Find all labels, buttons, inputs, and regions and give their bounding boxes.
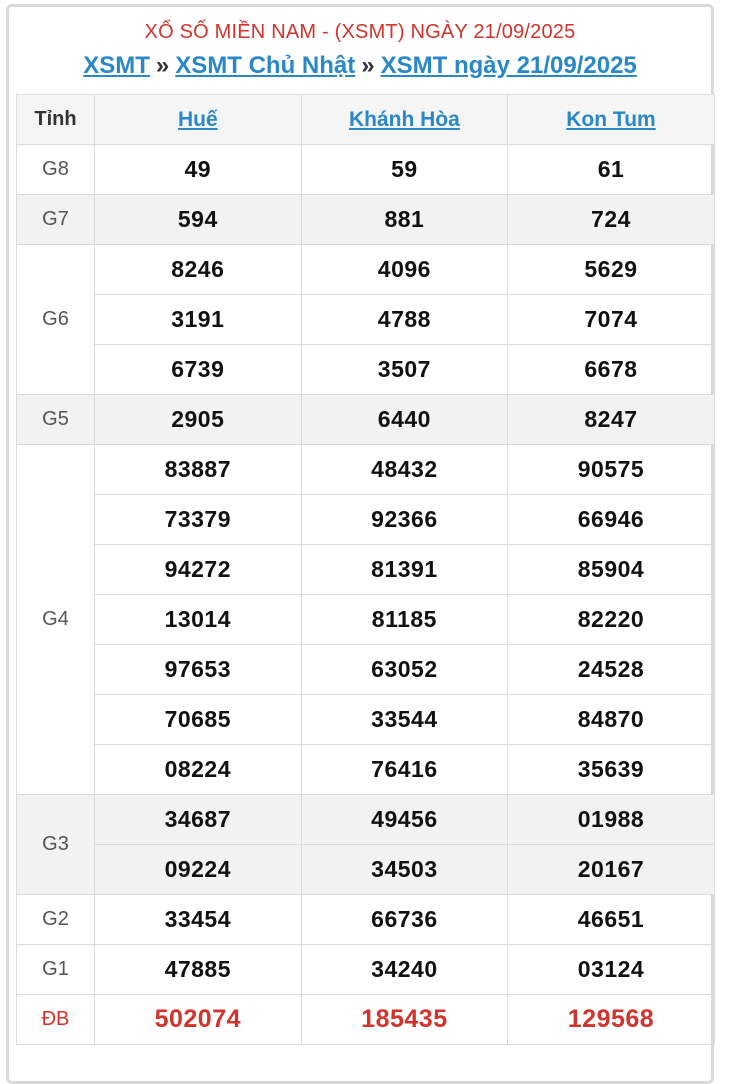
prize-number: 73379 (95, 495, 302, 545)
prize-label: ĐB (17, 995, 95, 1045)
prize-number: 724 (508, 195, 715, 245)
prize-number: 85904 (508, 545, 715, 595)
breadcrumb-link-xsmt-sunday[interactable]: XSMT Chủ Nhật (175, 52, 356, 79)
prize-number: 92366 (301, 495, 508, 545)
breadcrumb-separator: » (361, 52, 375, 79)
prize-number: 34687 (95, 795, 302, 845)
prize-number: 03124 (508, 945, 715, 995)
prize-label: G7 (17, 195, 95, 245)
prize-number: 63052 (301, 645, 508, 695)
table-row (17, 495, 715, 545)
prize-number: 82220 (508, 595, 715, 645)
breadcrumb (9, 52, 711, 92)
prize-number: 49456 (301, 795, 508, 845)
breadcrumb-link-xsmt[interactable]: XSMT (83, 52, 150, 79)
prize-label: G8 (17, 145, 95, 195)
prize-number: 34503 (301, 845, 508, 895)
prize-label: G4 (17, 445, 95, 795)
corner-label: Tỉnh (17, 95, 95, 145)
results-table (16, 94, 715, 1045)
table-row (17, 845, 715, 895)
table-row (17, 595, 715, 645)
prize-number: 24528 (508, 645, 715, 695)
prize-number: 8246 (95, 245, 302, 295)
prize-label: G2 (17, 895, 95, 945)
prize-number: 01988 (508, 795, 715, 845)
prize-number: 84870 (508, 695, 715, 745)
table-row (17, 295, 715, 345)
prize-number: 76416 (301, 745, 508, 795)
prize-label: G6 (17, 245, 95, 395)
prize-number: 33454 (95, 895, 302, 945)
results-body (17, 145, 715, 1045)
prize-number: 5629 (508, 245, 715, 295)
prize-number: 4096 (301, 245, 508, 295)
prize-number: 8247 (508, 395, 715, 445)
table-row (17, 895, 715, 945)
table-row (17, 345, 715, 395)
table-row (17, 245, 715, 295)
prize-number: 48432 (301, 445, 508, 495)
province-link-hue[interactable]: Huế (177, 107, 218, 131)
table-row (17, 445, 715, 495)
prize-number: 4788 (301, 295, 508, 345)
prize-number: 47885 (95, 945, 302, 995)
province-header (95, 95, 302, 145)
results-header (9, 21, 711, 92)
prize-number: 881 (301, 195, 508, 245)
table-row (17, 545, 715, 595)
prize-number: 66946 (508, 495, 715, 545)
prize-number: 6678 (508, 345, 715, 395)
table-row (17, 795, 715, 845)
province-header (508, 95, 715, 145)
table-row (17, 945, 715, 995)
province-link-khanh-hoa[interactable]: Khánh Hòa (348, 107, 460, 131)
prize-number: 129568 (508, 995, 715, 1045)
prize-number: 90575 (508, 445, 715, 495)
prize-number: 3507 (301, 345, 508, 395)
table-row (17, 695, 715, 745)
table-row (17, 195, 715, 245)
prize-number: 81391 (301, 545, 508, 595)
prize-number: 61 (508, 145, 715, 195)
province-header (301, 95, 508, 145)
table-row (17, 645, 715, 695)
page-subtitle: XỔ SỐ MIỀN NAM - (XSMT) NGÀY 21/09/2025 (144, 21, 576, 43)
prize-number: 59 (301, 145, 508, 195)
prize-label: G3 (17, 795, 95, 895)
prize-number: 594 (95, 195, 302, 245)
prize-number: 35639 (508, 745, 715, 795)
prize-number: 33544 (301, 695, 508, 745)
prize-number: 2905 (95, 395, 302, 445)
prize-number: 13014 (95, 595, 302, 645)
prize-number: 7074 (508, 295, 715, 345)
breadcrumb-separator: » (155, 52, 170, 79)
prize-number: 6440 (301, 395, 508, 445)
prize-number: 34240 (301, 945, 508, 995)
province-link-kon-tum[interactable]: Kon Tum (566, 107, 656, 131)
prize-number: 94272 (95, 545, 302, 595)
prize-number: 81185 (301, 595, 508, 645)
prize-number: 46651 (508, 895, 715, 945)
prize-number: 09224 (95, 845, 302, 895)
prize-label: G5 (17, 395, 95, 445)
prize-number: 70685 (95, 695, 302, 745)
prize-number: 66736 (301, 895, 508, 945)
table-row (17, 995, 715, 1045)
prize-number: 08224 (95, 745, 302, 795)
prize-number: 3191 (95, 295, 302, 345)
prize-number: 185435 (301, 995, 508, 1045)
table-row (17, 145, 715, 195)
table-row (17, 745, 715, 795)
table-row (17, 395, 715, 445)
prize-number: 502074 (95, 995, 302, 1045)
prize-number: 20167 (508, 845, 715, 895)
prize-label: G1 (17, 945, 95, 995)
table-header-row (17, 95, 715, 145)
prize-number: 83887 (95, 445, 302, 495)
prize-number: 49 (95, 145, 302, 195)
prize-number: 97653 (95, 645, 302, 695)
prize-number: 6739 (95, 345, 302, 395)
breadcrumb-link-xsmt-date[interactable]: XSMT ngày 21/09/2025 (380, 52, 637, 79)
